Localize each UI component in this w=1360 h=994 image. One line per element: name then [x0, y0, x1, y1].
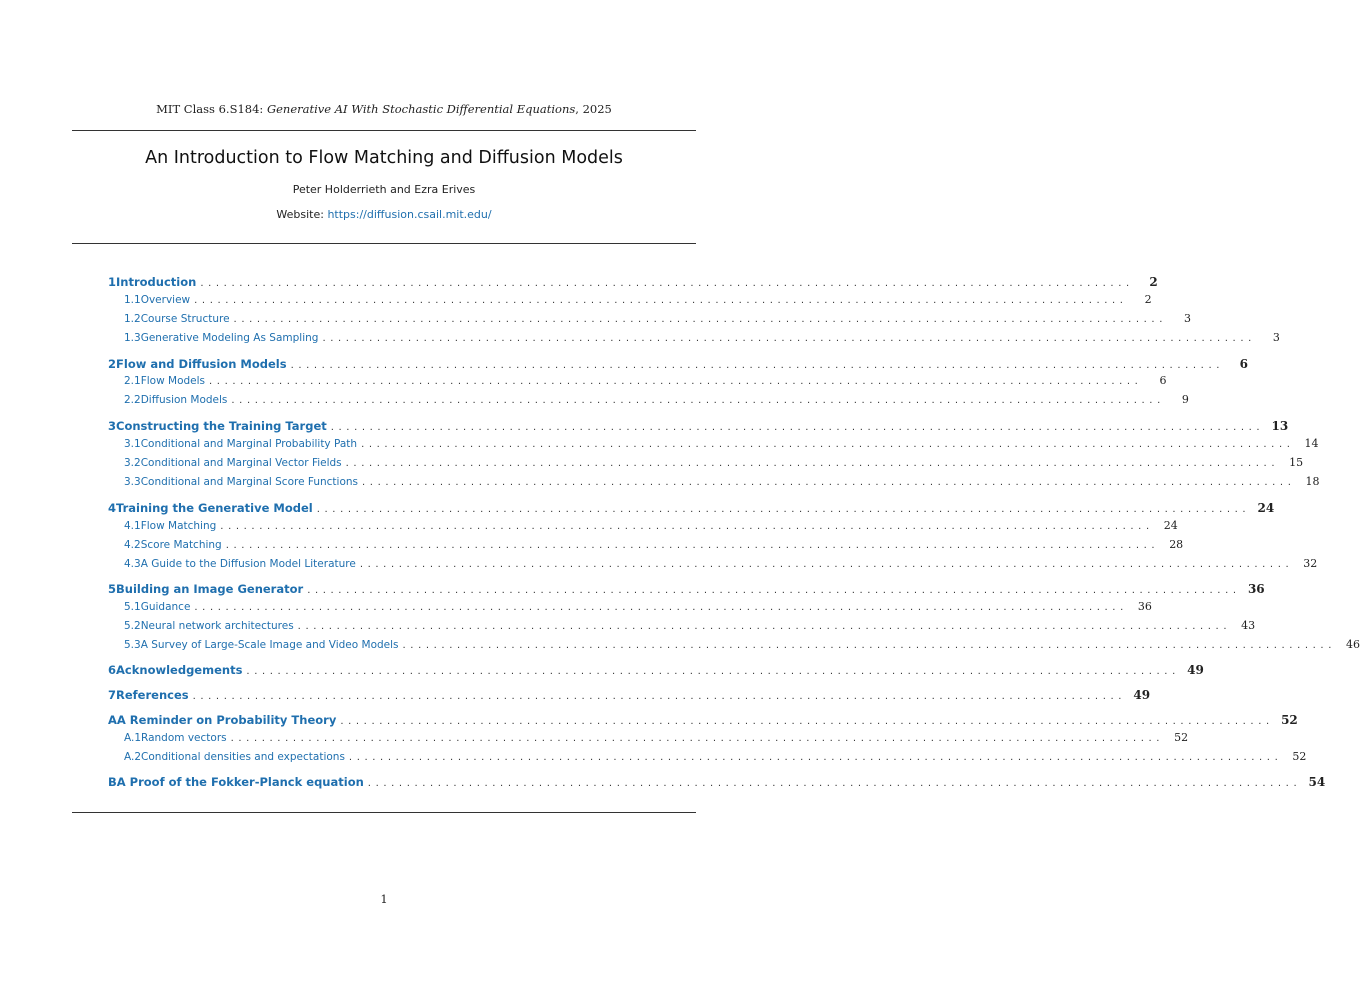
toc-page-number: 6: [1159, 374, 1167, 387]
header-prefix: MIT Class 6.S184:: [156, 102, 267, 116]
toc-page-number: 2: [1149, 275, 1158, 289]
toc-section-row[interactable]: [108, 713, 1298, 729]
toc-leader-dots: ........................................................................................................................: [322, 333, 1256, 344]
toc-subsection-row[interactable]: [124, 331, 1280, 347]
toc-page-number: 15: [1289, 456, 1304, 469]
toc-subsection-row[interactable]: [124, 475, 1320, 491]
toc-entry-link[interactable]: A Survey of Large-Scale Image and Video Models: [140, 639, 399, 651]
toc-entry-link[interactable]: Course Structure: [140, 313, 230, 325]
toc-entry-number: 3.2: [124, 457, 141, 469]
toc-leader-dots: ........................................................................................................................: [290, 360, 1225, 371]
toc-page-number: 3: [1184, 312, 1191, 325]
toc-entry-link[interactable]: A Reminder on Probability Theory: [116, 713, 337, 727]
toc-entry-link[interactable]: Conditional and Marginal Vector Fields: [140, 457, 342, 469]
toc-entry-number: 1.1: [124, 294, 141, 306]
toc-subsection-row[interactable]: [124, 437, 1319, 453]
website-link[interactable]: https://diffusion.csail.mit.edu/: [327, 208, 492, 221]
toc-entry-link[interactable]: Flow and Diffusion Models: [116, 357, 287, 371]
toc-subsection-row[interactable]: [124, 456, 1304, 472]
toc-entry-number: 4.2: [124, 539, 141, 551]
toc-leader-dots: ........................................................................................................................: [316, 504, 1251, 515]
header-suffix: , 2025: [575, 102, 612, 116]
toc-page-number: 13: [1271, 419, 1289, 433]
toc-page-number: 18: [1305, 475, 1320, 488]
toc-subsection-row[interactable]: [124, 538, 1184, 554]
toc-page-number: 14: [1304, 437, 1319, 450]
toc-page-number: 24: [1257, 501, 1275, 515]
toc-entry-number: 3: [108, 419, 117, 433]
toc-subsection-row[interactable]: [124, 374, 1167, 390]
toc-leader-dots: ........................................................................................................................: [359, 559, 1294, 570]
toc-page-number: 28: [1169, 538, 1184, 551]
toc-page-number: 6: [1239, 357, 1249, 371]
toc-leader-dots: ........................................................................................................................: [230, 733, 1165, 744]
document-title: An Introduction to Flow Matching and Diffusion Models: [145, 148, 623, 168]
toc-page-number: 46: [1345, 638, 1360, 651]
toc-page-number: 52: [1292, 750, 1307, 763]
toc-leader-dots: ........................................................................................................................: [194, 295, 1128, 306]
toc-section-row[interactable]: [108, 357, 1249, 373]
toc-entry-number: 4.1: [124, 520, 141, 532]
toc-page-number: 36: [1247, 582, 1265, 596]
toc-subsection-row[interactable]: [124, 750, 1307, 766]
toc-leader-dots: ........................................................................................................................: [402, 640, 1336, 651]
toc-entry-link[interactable]: A Guide to the Diffusion Model Literature: [140, 558, 356, 570]
toc-entry-link[interactable]: Introduction: [116, 275, 197, 289]
toc-section-row[interactable]: [108, 688, 1151, 704]
toc-entry-link[interactable]: Training the Generative Model: [116, 501, 313, 515]
toc-subsection-row[interactable]: [124, 519, 1178, 535]
toc-section-row[interactable]: [108, 501, 1275, 517]
toc-page-number: 52: [1174, 731, 1189, 744]
toc-entry-number: 3.1: [124, 438, 141, 450]
toc-leader-dots: ........................................................................................................................: [194, 602, 1128, 613]
toc-subsection-row[interactable]: [124, 619, 1256, 635]
toc-entry-link[interactable]: Guidance: [140, 601, 191, 613]
toc-entry-number: 2.1: [124, 375, 141, 387]
toc-leader-dots: ........................................................................................................................: [225, 540, 1160, 551]
toc-leader-dots: ........................................................................................................................: [233, 314, 1167, 325]
toc-leader-dots: ........................................................................................................................: [209, 376, 1143, 387]
toc-bottom-divider: [72, 812, 696, 813]
toc-entry-number: 2: [108, 357, 117, 371]
toc-page-number: 43: [1241, 619, 1256, 632]
toc-leader-dots: ........................................................................................................................: [348, 752, 1283, 763]
toc-entry-link[interactable]: Generative Modeling As Sampling: [140, 332, 319, 344]
header-course-title: Generative AI With Stochastic Differential Equations: [266, 102, 576, 116]
toc-subsection-row[interactable]: [124, 393, 1189, 409]
toc-entry-number: 5.1: [124, 601, 141, 613]
toc-leader-dots: ........................................................................................................................: [361, 439, 1295, 450]
toc-page-number: 54: [1308, 775, 1326, 789]
toc-entry-number: 6: [108, 663, 117, 677]
toc-page-number: 49: [1133, 688, 1151, 702]
toc-entry-number: 1.2: [124, 313, 141, 325]
toc-entry-link[interactable]: Score Matching: [140, 539, 222, 551]
toc-entry-link[interactable]: Flow Models: [140, 375, 206, 387]
toc-section-row[interactable]: [108, 275, 1158, 291]
toc-entry-number: 5.2: [124, 620, 141, 632]
toc-entry-link[interactable]: Overview: [140, 294, 191, 306]
toc-page-number: 49: [1187, 663, 1204, 677]
toc-subsection-row[interactable]: [124, 312, 1191, 328]
toc-leader-dots: ........................................................................................................................: [231, 395, 1165, 406]
toc-subsection-row[interactable]: [124, 293, 1152, 309]
toc-entry-number: A.1: [124, 732, 142, 744]
toc-entry-number: 4: [108, 501, 117, 515]
toc-entry-link[interactable]: Conditional and Marginal Score Functions: [140, 476, 359, 488]
toc-section-row[interactable]: [108, 663, 1204, 679]
toc-subsection-row[interactable]: [124, 557, 1318, 573]
toc-leader-dots: ........................................................................................................................: [367, 778, 1302, 789]
top-divider: [72, 130, 696, 131]
toc-entry-link[interactable]: Conditional densities and expectations: [141, 751, 345, 763]
toc-page-number: 2: [1144, 293, 1152, 306]
running-header: [0, 102, 768, 116]
toc-leader-dots: ........................................................................................................................: [220, 521, 1154, 532]
authors: Peter Holderrieth and Ezra Erives: [292, 183, 476, 196]
toc-entry-number: 5: [108, 582, 117, 596]
toc-top-divider: [72, 243, 696, 244]
toc-entry-number: A.2: [124, 751, 142, 763]
toc-leader-dots: ........................................................................................................................: [330, 422, 1265, 433]
toc-entry-link[interactable]: Random vectors: [141, 732, 227, 744]
toc-leader-dots: ........................................................................................................................: [200, 278, 1134, 289]
toc-entry-number: 1.3: [124, 332, 141, 344]
toc-entry-link[interactable]: Diffusion Models: [140, 394, 228, 406]
toc-section-row[interactable]: [108, 419, 1289, 435]
toc-leader-dots: ........................................................................................................................: [345, 458, 1280, 469]
toc-page-number: 3: [1272, 331, 1280, 344]
toc-leader-dots: ........................................................................................................................: [340, 716, 1274, 727]
page-number: 1: [380, 892, 388, 906]
toc-entry-number: A: [108, 713, 117, 727]
toc-section-row[interactable]: [108, 775, 1326, 791]
toc-page-number: 24: [1163, 519, 1178, 532]
toc-entry-link[interactable]: Conditional and Marginal Probability Path: [140, 438, 358, 450]
toc-entry-number: 5.3: [124, 639, 141, 651]
toc-entry-link[interactable]: A Proof of the Fokker-Planck equation: [116, 775, 364, 789]
toc-page-number: 36: [1137, 600, 1152, 613]
toc-entry-link[interactable]: Constructing the Training Target: [116, 419, 327, 433]
toc-leader-dots: ........................................................................................................................: [362, 477, 1296, 488]
toc-entry-link[interactable]: References: [116, 688, 189, 702]
toc-section-row[interactable]: [108, 582, 1265, 598]
toc-entry-number: 2.2: [124, 394, 141, 406]
toc-entry-number: 4.3: [124, 558, 141, 570]
toc-leader-dots: ........................................................................................................................: [192, 691, 1127, 702]
toc-leader-dots: ........................................................................................................................: [307, 585, 1241, 596]
toc-entry-number: 3.3: [124, 476, 141, 488]
toc-page-number: 32: [1303, 557, 1318, 570]
toc-subsection-row[interactable]: [124, 638, 1360, 654]
toc-leader-dots: ........................................................................................................................: [297, 621, 1232, 632]
toc-leader-dots: ........................................................................................................................: [246, 666, 1180, 677]
toc-entry-link[interactable]: Building an Image Generator: [116, 582, 304, 596]
toc-entry-number: B: [108, 775, 117, 789]
toc-page-number: 9: [1181, 393, 1189, 406]
toc-entry-number: 1: [108, 275, 117, 289]
website-line: [0, 208, 768, 221]
toc-entry-link[interactable]: Acknowledgements: [116, 663, 243, 677]
toc-page-number: 52: [1281, 713, 1298, 727]
toc-entry-link[interactable]: Neural network architectures: [140, 620, 294, 632]
website-label: Website:: [276, 208, 328, 221]
toc-subsection-row[interactable]: [124, 600, 1152, 616]
toc-entry-number: 7: [108, 688, 117, 702]
toc-entry-link[interactable]: Flow Matching: [140, 520, 217, 532]
toc-subsection-row[interactable]: [124, 731, 1189, 747]
